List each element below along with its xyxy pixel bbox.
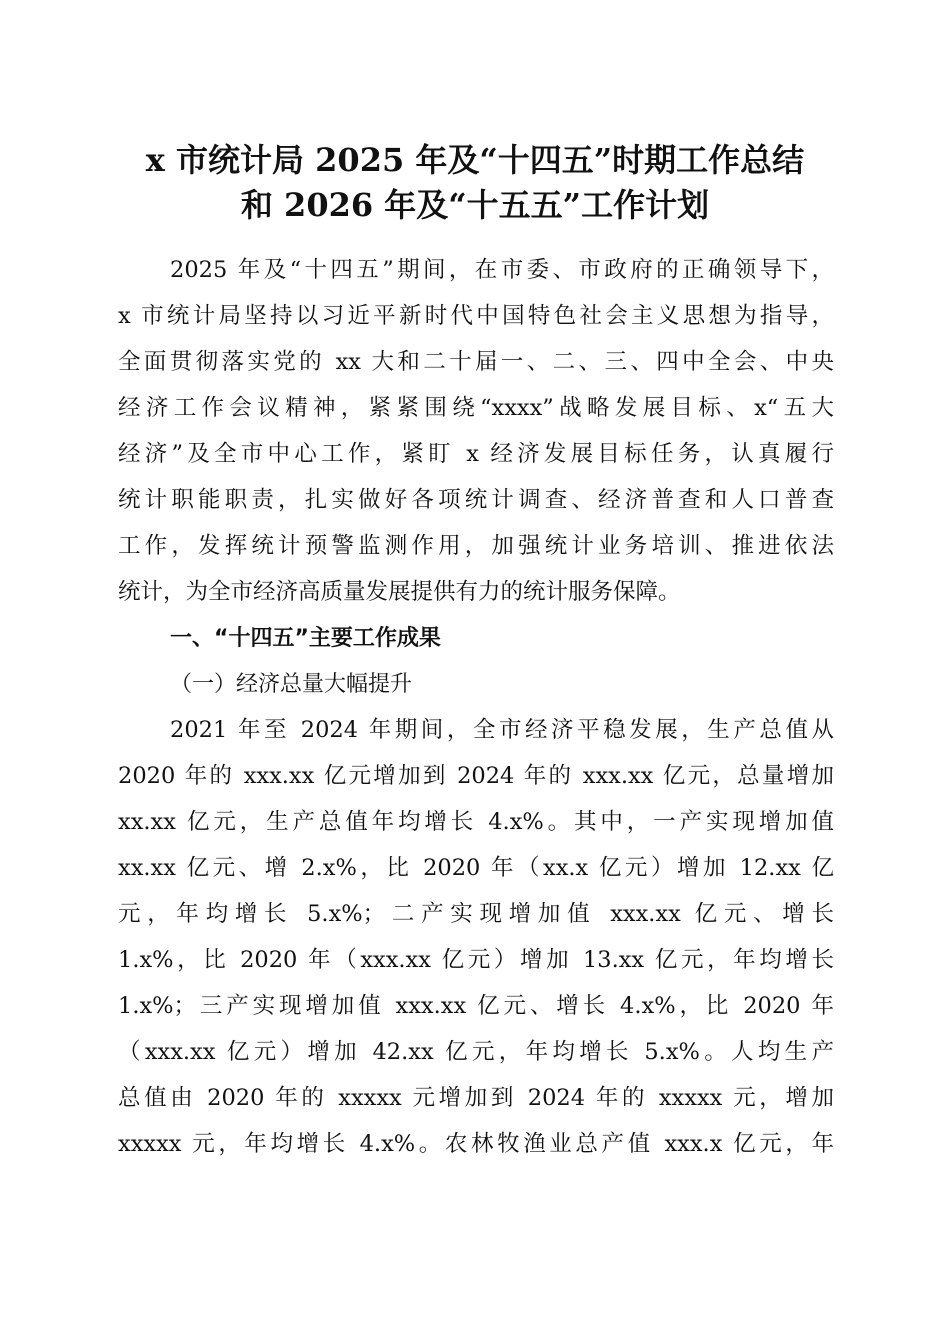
subsection-heading: （一）经济总量大幅提升: [170, 672, 413, 697]
document-title-line-2: 和 2026 年及“十五五”工作计划: [240, 186, 710, 224]
intro-line: 统计职能职责，扎实做好各项统计调查、经济普查和人口普查: [118, 487, 834, 513]
paragraph-line: 2020 年的 xxx.xx 亿元增加到 2024 年的 xxx.xx 亿元，总量增加: [118, 763, 834, 789]
paragraph-line: 2021 年至 2024 年期间，全市经济平稳发展，生产总值从: [170, 717, 834, 743]
section-heading: 一、“十四五”主要工作成果: [170, 626, 441, 651]
paragraph-line: （xxx.xx 亿元）增加 42.xx 亿元，年均增长 5.x%。人均生产: [118, 1039, 834, 1065]
paragraph-line: 元，年均增长 5.x%；二产实现增加值 xxx.xx 亿元、增长: [118, 901, 834, 927]
paragraph-line: xx.xx 亿元，生产总值年均增长 4.x%。其中，一产实现增加值: [118, 809, 835, 835]
intro-line: 工作，发挥统计预警监测作用，加强统计业务培训、推进依法: [118, 533, 834, 559]
paragraph-line: 1.x%，比 2020 年（xxx.xx 亿元）增加 13.xx 亿元，年均增长: [118, 947, 834, 973]
paragraph-line: 总值由 2020 年的 xxxxx 元增加到 2024 年的 xxxxx 元，增加: [118, 1085, 834, 1111]
intro-line: 经济”及全市中心工作，紧盯 x 经济发展目标任务，认真履行: [118, 441, 834, 467]
paragraph-line: xxxxx 元，年均增长 4.x%。农林牧渔业总产值 xxx.x 亿元，年: [118, 1131, 834, 1157]
document-title-line-1: x 市统计局 2025 年及“十四五”时期工作总结: [145, 141, 805, 179]
intro-line: x 市统计局坚持以习近平新时代中国特色社会主义思想为指导，: [118, 303, 834, 329]
intro-line: 2025 年及“十四五”期间，在市委、市政府的正确领导下，: [170, 257, 834, 283]
intro-line: 全面贯彻落实党的 xx 大和二十届一、二、三、四中全会、中央: [118, 349, 834, 375]
intro-line: 经济工作会议精神，紧紧围绕“xxxx”战略发展目标、x“五大: [118, 395, 834, 421]
intro-line: 统计，为全市经济高质量发展提供有力的统计服务保障。: [118, 579, 681, 605]
paragraph-line: 1.x%；三产实现增加值 xxx.xx 亿元、增长 4.x%，比 2020 年: [118, 993, 834, 1019]
paragraph-line: xx.xx 亿元、增 2.x%，比 2020 年（xx.x 亿元）增加 12.xx 亿: [118, 855, 834, 881]
